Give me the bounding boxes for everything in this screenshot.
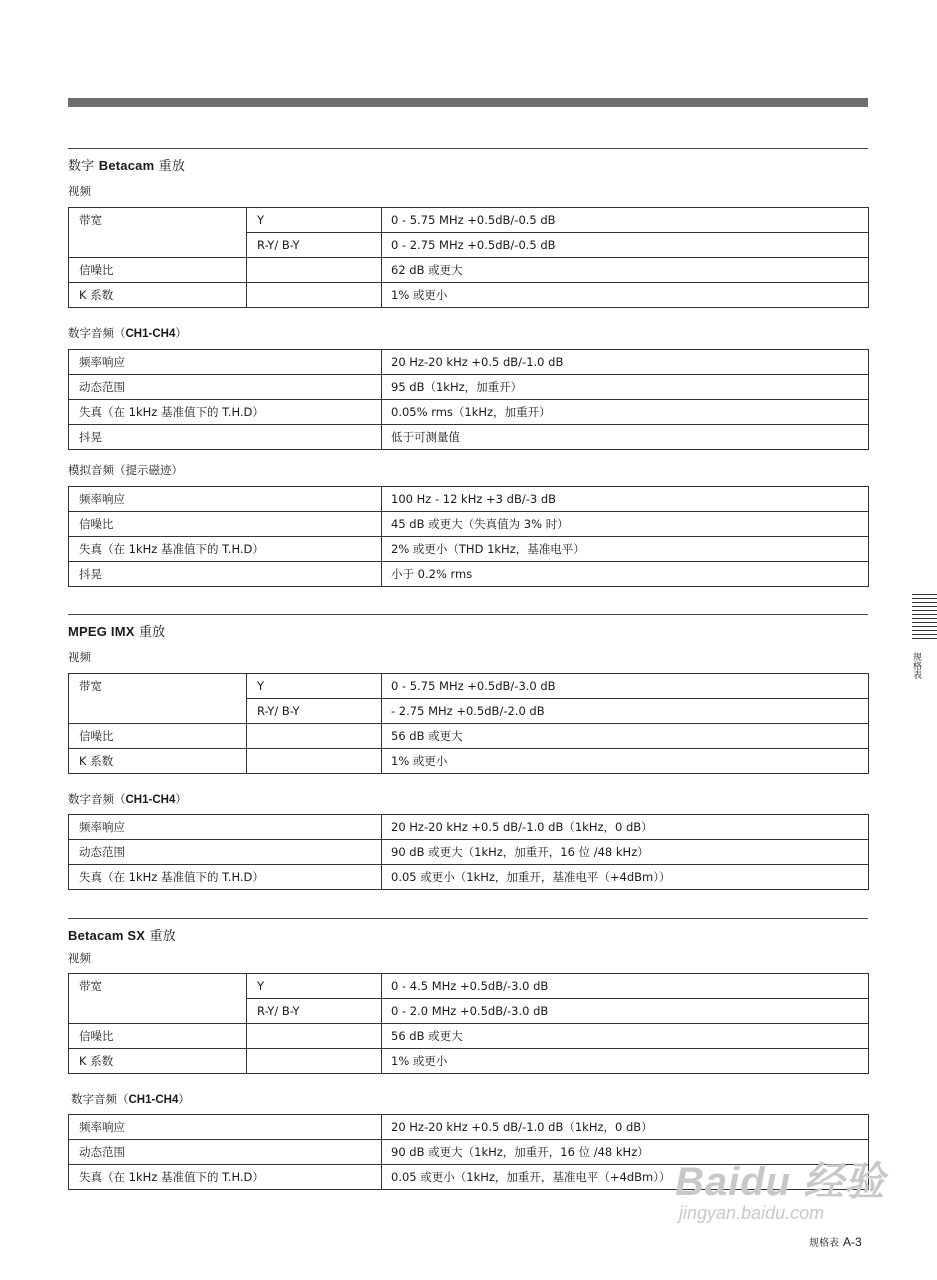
table-cell: 信噪比 (69, 512, 382, 537)
table-cell: Y (247, 208, 382, 233)
table-cell: 56 dB 或更大 (382, 1024, 869, 1049)
label-prefix: 数字音频（ (71, 1092, 129, 1106)
table-row (69, 375, 869, 400)
betacam-digital-audio-table (68, 349, 869, 450)
table-cell: 95 dB（1kHz，加重开） (382, 375, 869, 400)
digital-audio-label (68, 791, 187, 807)
table-row (69, 1115, 869, 1140)
watermark-logo: Baidu 经验 (675, 1160, 886, 1204)
table-cell: 20 Hz-20 kHz +0.5 dB/-1.0 dB（1kHz，0 dB） (382, 815, 869, 840)
footer-label: 规格表 (809, 1238, 839, 1249)
table-cell: 带宽 (69, 674, 247, 724)
mpeg-digital-audio-table (68, 814, 869, 890)
table-cell: 0.05% rms（1kHz，加重开） (382, 400, 869, 425)
table-cell: 失真（在 1kHz 基准值下的 T.H.D） (69, 1165, 382, 1190)
mpeg-video-table (68, 673, 869, 774)
table-row (69, 815, 869, 840)
table-cell: 带宽 (69, 208, 247, 258)
table-cell: 带宽 (69, 974, 247, 1024)
table-cell: Y (247, 674, 382, 699)
video-label: 视频 (68, 184, 91, 198)
table-cell: 45 dB 或更大（失真值为 3% 时） (382, 512, 869, 537)
title-suffix: 重放 (145, 929, 176, 944)
table-cell: R-Y/ B-Y (247, 999, 382, 1024)
table-cell: 0 - 2.75 MHz +0.5dB/-0.5 dB (382, 233, 869, 258)
table-cell: K 系数 (69, 1049, 247, 1074)
table-cell (247, 749, 382, 774)
table-row (69, 258, 869, 283)
table-cell: 1% 或更小 (382, 749, 869, 774)
digital-audio-label (68, 325, 187, 341)
table-cell (247, 258, 382, 283)
table-row (69, 1024, 869, 1049)
title-bold: MPEG IMX (68, 624, 135, 639)
table-row (69, 283, 869, 308)
table-cell: 20 Hz-20 kHz +0.5 dB/-1.0 dB (382, 350, 869, 375)
header-bar (68, 98, 868, 107)
table-row (69, 749, 869, 774)
section-title-betacam (68, 155, 185, 174)
table-cell: 低于可测量值 (382, 425, 869, 450)
table-row (69, 865, 869, 890)
video-label: 视频 (68, 650, 91, 664)
table-cell: 失真（在 1kHz 基准值下的 T.H.D） (69, 400, 382, 425)
table-cell: 频率响应 (69, 815, 382, 840)
label-suffix: ） (175, 326, 187, 340)
table-cell: 动态范围 (69, 1140, 382, 1165)
table-cell: 0 - 5.75 MHz +0.5dB/-0.5 dB (382, 208, 869, 233)
table-cell (247, 1024, 382, 1049)
table-cell: 信噪比 (69, 258, 247, 283)
table-row (69, 425, 869, 450)
table-row (69, 674, 869, 699)
table-cell: 1% 或更小 (382, 283, 869, 308)
table-row (69, 512, 869, 537)
table-cell: 失真（在 1kHz 基准值下的 T.H.D） (69, 865, 382, 890)
table-cell: 90 dB 或更大（1kHz，加重开，16 位 /48 kHz） (382, 1140, 869, 1165)
title-bold: Betacam (98, 158, 155, 173)
table-row (69, 974, 869, 999)
table-cell: 信噪比 (69, 724, 247, 749)
table-cell: 抖晃 (69, 562, 382, 587)
section-divider (68, 148, 868, 149)
section-title-betacam-sx (68, 925, 176, 944)
table-cell (247, 1049, 382, 1074)
label-suffix: ） (175, 792, 187, 806)
table-cell: 62 dB 或更大 (382, 258, 869, 283)
table-cell: 0.05 或更小（1kHz，加重开，基准电平（+4dBm）） (382, 1165, 869, 1190)
table-cell: 抖晃 (69, 425, 382, 450)
table-row (69, 537, 869, 562)
section-title-mpeg-imx (68, 621, 165, 640)
label-suffix: ） (178, 1092, 190, 1106)
table-cell: 信噪比 (69, 1024, 247, 1049)
table-cell: 1% 或更小 (382, 1049, 869, 1074)
table-cell: 频率响应 (69, 350, 382, 375)
page-number: A-3 (843, 1235, 862, 1249)
table-row (69, 350, 869, 375)
table-cell: 2% 或更小（THD 1kHz，基准电平） (382, 537, 869, 562)
title-suffix: 重放 (134, 625, 166, 640)
side-tab-lines (912, 594, 937, 642)
label-bold: CH1-CH4 (125, 328, 176, 340)
table-cell: 动态范围 (69, 375, 382, 400)
title-prefix: 数字 (68, 159, 99, 174)
table-row (69, 400, 869, 425)
table-cell: K 系数 (69, 749, 247, 774)
table-cell: - 2.75 MHz +0.5dB/-2.0 dB (382, 699, 869, 724)
analog-audio-label: 模拟音频（提示磁迹） (68, 463, 183, 477)
table-cell: R-Y/ B-Y (247, 699, 382, 724)
table-cell: 90 dB 或更大（1kHz，加重开，16 位 /48 kHz） (382, 840, 869, 865)
label-bold: CH1-CH4 (125, 794, 176, 806)
table-cell: 0 - 2.0 MHz +0.5dB/-3.0 dB (382, 999, 869, 1024)
table-cell: 56 dB 或更大 (382, 724, 869, 749)
digital-audio-label (71, 1091, 190, 1107)
table-cell: 0.05 或更小（1kHz，加重开，基准电平（+4dBm）） (382, 865, 869, 890)
table-row (69, 724, 869, 749)
table-row (69, 562, 869, 587)
betacam-video-table (68, 207, 869, 308)
table-row (69, 487, 869, 512)
watermark-site: jingyan.baidu.com (679, 1203, 825, 1223)
table-cell: 0 - 4.5 MHz +0.5dB/-3.0 dB (382, 974, 869, 999)
table-cell: 失真（在 1kHz 基准值下的 T.H.D） (69, 537, 382, 562)
betacam-analog-audio-table (68, 486, 869, 587)
title-suffix: 重放 (154, 159, 186, 174)
table-cell: K 系数 (69, 283, 247, 308)
label-prefix: 数字音频（ (68, 792, 126, 806)
table-cell: 20 Hz-20 kHz +0.5 dB/-1.0 dB（1kHz，0 dB） (382, 1115, 869, 1140)
table-cell: Y (247, 974, 382, 999)
title-bold: Betacam SX (68, 928, 146, 943)
table-cell: 频率响应 (69, 1115, 382, 1140)
label-bold: CH1-CH4 (128, 1094, 179, 1106)
label-prefix: 数字音频（ (68, 326, 126, 340)
table-row (69, 1049, 869, 1074)
table-cell: 动态范围 (69, 840, 382, 865)
table-cell: 0 - 5.75 MHz +0.5dB/-3.0 dB (382, 674, 869, 699)
table-row (69, 208, 869, 233)
table-cell: 频率响应 (69, 487, 382, 512)
sx-video-table (68, 973, 869, 1074)
table-cell: R-Y/ B-Y (247, 233, 382, 258)
table-cell: 100 Hz - 12 kHz +3 dB/-3 dB (382, 487, 869, 512)
baidu-watermark (675, 1150, 885, 1224)
table-row (69, 840, 869, 865)
section-divider (68, 614, 868, 615)
video-label: 视频 (68, 951, 91, 965)
table-cell (247, 724, 382, 749)
side-tab-label: 规格表 (911, 652, 921, 679)
section-divider (68, 918, 868, 919)
page-footer (809, 1234, 862, 1249)
table-cell (247, 283, 382, 308)
table-cell: 小于 0.2% rms (382, 562, 869, 587)
